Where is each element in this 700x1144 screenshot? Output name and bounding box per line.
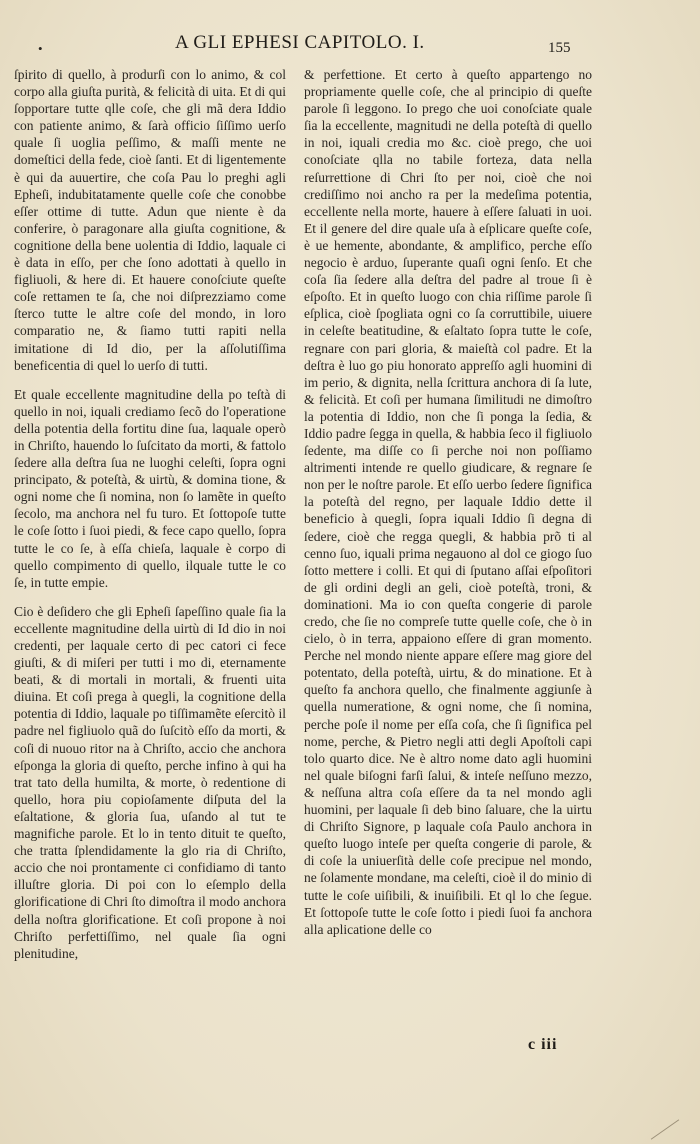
page-number: 155: [548, 40, 571, 56]
left-column: [14, 66, 286, 962]
running-head: A GLI EPHESI CAPITOLO. I.: [175, 32, 425, 53]
paragraph: & perfettione. Et certo à queſto appartengo no propriamente quelle coſe, che al principio di queſte parole ſi leggono. Io prego che uoi conoſciate quale ſia la eccellente, magnitudi ne della poteſtà di quello in noi, iquali credia mo &c. cioè prego, che uoi conoſciate qlla no tabile forteza, data nella reſurrettione di Chri ſto per noi, cioè che noi crediſſimo noi ancho ra per la medeſima potentia, eccellente nella morte, hauere à eſſere ſaluati in uoi. Et il genere del dire quale uſa à eſplicare queſte coſe, è ue hemente, abondante, & amplifico, perche eſſo negocio è arduo, ſuperante quaſi ogni ſenſo. Et che coſa ſia ſedere alla deſtra del padre al troue ſi è eſpoſto. Et in queſto luogo con chia riſſime parole ſi eſplica, cioè ſpogliata ogni co ſa corruttibile, uiuere in celeſte beatitudine, & eſaltato ſopra tutte le coſe, regnare con pari gloria, & maieſtà col padre. Et la deſtra è luo go piu honorato appreſſo agli huomini di im perio, & dignita, nella ſcrittura anchora di ſa lute, & felicità. Et coſi per humana ſimilitudi ne dimoſtro la potentia di Iddio, non che ſi ponga la ſedia, & Iddio padre ſegga in quella, & habbia ſeco il figliuolo ſedente, ma diſſe co ſi perche noi non poſſiamo altrimenti intende re quello giudicare, & regnare ſe non per le noſtre parole. Et eſſo uerbo ſedere ſignifica la poteſtà del regno, per laquale Iddio dette il beneficio à quegli, ſopra iquali Iddio ſi degna di ſedere, cioè che regga quegli, & habbia prõ ti al cenno ſuo, iquali prima negauono al dol ce giogo ſuo ſotto mettere i colli. Et qui di ſputano aſſai eſpoſitori de gli ordini degli an geli, cioè poteſtà, troni, & dominationi. Ma io con queſta congerie di parole credo, che ſie no compreſe tutte quelle coſe, che ò in cielo, ò in terra, appaiono eſſere di gran momento. Perche nel mondo niente appare eſſere mag giore del potentato, della poteſtà, uirtu, & do minatione. Et à queſto fa anchora quello, che finalmente aggiunſe à quella numeratione, & ogni nome, che ſi nomina, perche poſe il nome per eſſa coſa, che ſi ſignifica pel nome, perche, & Pietro negli atti degli Apoſtoli capi tolo quarto dice. Ne è altro nome dato agli huomini nel quale biſogni farſi ſalui, & inteſe neſſuno mezzo, & neſſuna altra coſa eſſere da ta nel mondo agli huomini, per laquale ſi deb bino ſaluare, che la uirtu di Chriſto Signore, p laquale coſa Paulo anchora in queſto luogo inteſe per queſta congerie di parole, & di coſe la uniuerſità delle coſe precipue nel mondo, ne ſolamente mondane, ma celeſti, cioè il do minio di tutte le coſe uiſibili, & inuiſibili. Et ql lo che ſegue. Et ſottopoſe tutte le coſe ſotto i piedi ſuoi fa anchora alla aplicatione delle co: [304, 67, 592, 937]
signature-mark: c iii: [528, 1036, 558, 1053]
margin-mark: •: [38, 41, 43, 56]
page-header: [0, 30, 700, 60]
corner-scratch: [651, 1119, 679, 1139]
paragraph: Cio è deſidero che gli Epheſi ſapeſſino quale ſia la eccellente magnitudine della uirtù di Id dio in noi credenti, per laquale certo di pec catori ci fece giuſti, & di miſeri per tutti i mo di, eternamente beati, & di mortali in mortali, & fruenti uita diuina. Et coſi prega à quegli, la cognitione della potentia di Iddio, laquale po tiſſimamẽte eſercitò il padre nel figliuolo quã do ſuſcitò eſſo da morti, & coſi di nuouo ritor na à Chriſto, accio che anchora eſponga la gloria di queſto, perche infino à qui ha trat tato della humilta, & morte, ò redentione di quello, hora piu copioſamente diſputa del la eſaltatione, & gloria ſua, uſando al tut te magnifiche parole. Et lo in tento dituit te queſto, che tratta ſplendidamente la glo ria di Chriſto, accio che noi prontamente ci confidiamo di tanto illuſtre gloria. Di poi con lo eſemplo della glorificatione di Chri ſto dimoſtra il modo anchora della noſtra glorificatione. Et coſi propone à noi Chriſto perfettiſſimo, nel quale ſia ogni plenitudine,: [14, 603, 286, 961]
right-column: [304, 66, 592, 938]
paragraph: ſpirito di quello, à produrſi con lo animo, & col corpo alla giuſta purità, & felicità di uita. Et di qui ſopportare tutte qlle coſe, che gli mã dera Iddio con patiente animo, & ſarà officio ſiſſimo uerſo quale ſi uoglia peſſimo, & maſſi mente ne domeſtici della fede, cioè ſanti. Et di ligentemente è qui da auuertire, che coſa Pau lo preghi agli Epheſi, indubitatamente quelle coſe che conobbe eſſer ottime di tutte. Adun que niente è da conferire, ò paragonare alla giuſta cognitione, & cognitione della bene uolentia di Iddio, laquale ci è data in eſſo, per che ſono adottati à quello in figliuoli, & here di. Et hauere conoſciute queſte coſe rettamen te ſa, che noi diſprezziamo come ſterco tutte le altre coſe del mondo, in loro comparatio ne, & ſiamo tutti rapiti nella imitatione di Id dio, per la aſſolutiſſima beneficentia di quel lo uerſo di tutti.: [14, 67, 286, 373]
paragraph: Et quale eccellente magnitudine della po teſtà di quello in noi, iquali crediamo ſecõ do l'operatione della potentia della fortitu dine ſua, laquale operò in Chriſto, hauendo lo ſuſcitato da morti, & fattolo ſedere alla deſtra ſua ne luoghi celeſti, ſopra ogni principato, & poteſtà, & uirtù, & domina tione, & ogni nome che ſi nomina, non ſo lamẽte in queſto ſecolo, ma anchora nel fu turo. Et ſottopoſe tutte le coſe ſotto i ſuoi piedi, & fece capo quello, ſopra tutte le co ſe, à eſſa chieſa, laquale è corpo di quello compimento di quello, ilquale tutte le co ſe, in tutte empie.: [14, 386, 286, 590]
